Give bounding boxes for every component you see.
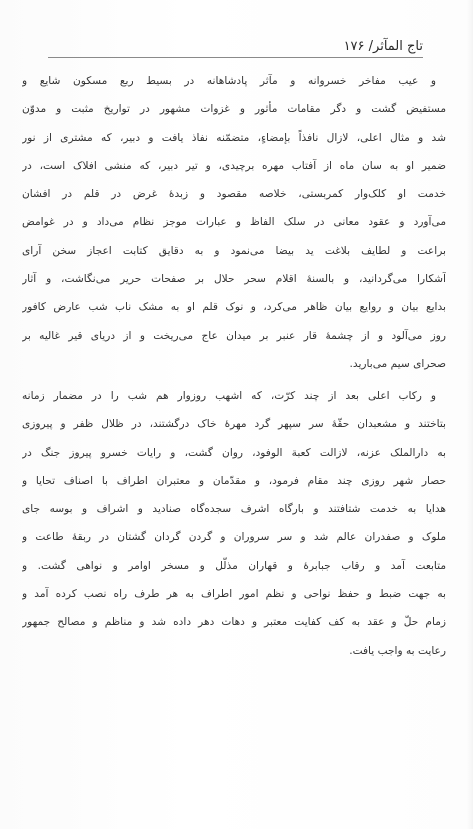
paragraph-1 xyxy=(22,67,446,378)
text-line: بتاختند و مشعبدان حقّهٔ سر سپهر گرد مهرهٔ خاک درگشتند، در ظلال ظفر و پیروزی xyxy=(22,418,446,431)
text-line: رعایت به واجب یافت. xyxy=(349,644,446,657)
text-line: هدایا به خدمت شتافتند و بارگاه اشرف سجده‌گاه صنادید و اشراف و بوسه جای xyxy=(22,503,446,516)
text-line: ملوک و صفدران عالم شد و سر سروران و گردن گردان گشتان در ربقهٔ طاعت و xyxy=(22,531,446,544)
running-header-title: تاج المآثر/ ١٧۶ xyxy=(343,39,423,54)
text-line: و رکاب اعلی بعد از چند کرّت، که اشهب روزوار هم شب را در مضمار زمانه xyxy=(22,390,436,402)
text-line: می‌آورد و عقود معانی در سلک الفاظ و عبارات موجز نظام می‌داد و در غوامض xyxy=(22,216,446,229)
text-line: آشکارا می‌گردانید، و بالسنهٔ اقلام سحر حلال بر صفحات حریر می‌نگاشت، و آثار xyxy=(22,273,446,286)
text-line: ضمیر او به سان ماه از آفتاب مهره برچیدی، و تیر دبیر، که منشی افلاک است، در xyxy=(22,159,446,172)
text-line: متابعت آمد و رقاب جبابرهٔ و قهاران مذلّل و مسخر اوامر و نواهی گشت. و xyxy=(22,559,446,572)
text-line: به جهت ضبط و حفظ نواحی و نظم امور اطراف به هر طرف راه نصب کرده آمد و xyxy=(22,588,446,601)
running-header xyxy=(48,38,423,60)
text-line: صحرای سیم می‌بارید. xyxy=(349,357,446,370)
text-line: بدایع بیان و روایع بیان ظاهر می‌کرد، و نوک قلم او به مشک ناب شب عارض کافور xyxy=(22,301,446,314)
text-line: و عیب مفاخر خسروانه و مآثر پادشاهانه در بسیط ربع مسکون شایع و xyxy=(22,75,436,87)
text-line: مستفیض گشت و دگر مقامات مأثور و غزوات مشهور در تواریخ مثبت و مدوّن xyxy=(22,103,446,116)
scan-edge-shadow xyxy=(467,0,473,829)
text-line: زمام حلّ و عقد به کف کفایت معتبر و دهات دهر داده شد و مناظم و مصالح جمهور xyxy=(22,616,446,629)
header-rule xyxy=(48,57,423,58)
text-line: به دارالملک عزنه، لازالت کعبة الوفود، روان گشت، و رایات خسرو پیروز جنگ در xyxy=(22,446,446,459)
paragraph-2 xyxy=(22,382,446,665)
text-line: روز می‌آلود و از چشمهٔ قار عنبر بر میدان عاج می‌ریخت و از دریای قیر غالیه بر xyxy=(22,329,446,342)
text-line: شد و مثال اعلی، لازال نافذاً بإمضاءٍ، متضمّنه نفاذ یافت و دبیر، که مشتری از نور xyxy=(22,131,446,144)
text-line: خدمت او کلک‌وار کمربستی، خلاصه مقصود و زبدهٔ غرض در قلم در افشان xyxy=(22,188,446,201)
text-line: حصار شهر روزی چند مقام فرمود، و مقدّمان و معتبران اطراف با اصناف تحایا و xyxy=(22,474,446,487)
text-line: براعت و لطایف بلاغت ید بیضا می‌نمود و به دقایق کتابت اعجاز سخن آرای xyxy=(22,244,446,257)
